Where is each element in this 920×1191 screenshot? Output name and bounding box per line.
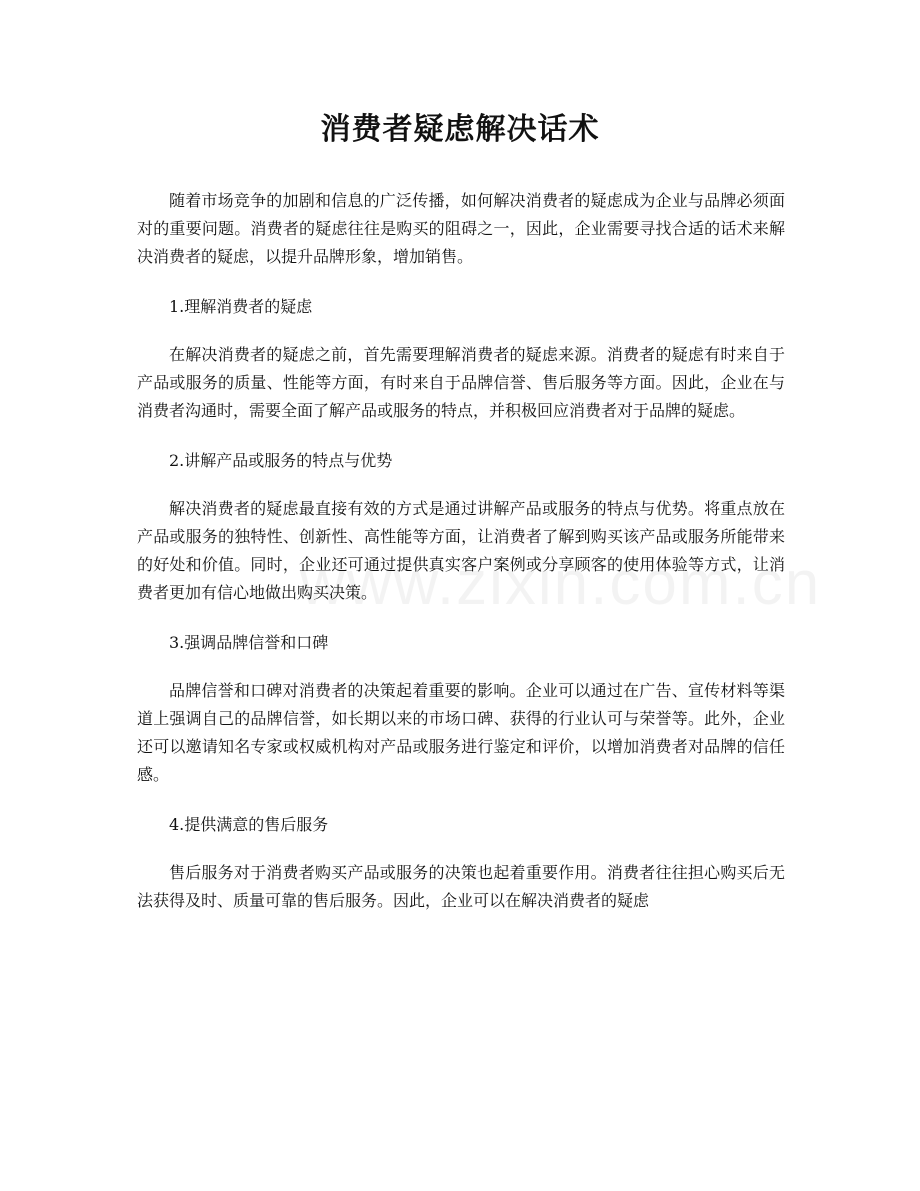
spacer bbox=[137, 475, 785, 495]
section-heading-1: 1.理解消费者的疑虑 bbox=[169, 297, 313, 316]
spacer bbox=[137, 789, 785, 811]
page-title: 消费者疑虑解决话术 bbox=[320, 112, 600, 147]
spacer bbox=[137, 839, 785, 859]
section-body-3: 品牌信誉和口碑对消费者的决策起着重要的影响。企业可以通过在广告、宣传材料等渠道上强调自己的品牌信誉，如长期以来的市场口碑、获得的行业认可与荣誉等。此外，企业还可以邀请知名专家或权威机构对产品或服务进行鉴定和评价，以增加消费者对品牌的信任感。 bbox=[137, 681, 785, 784]
section-body-4: 售后服务对于消费者购买产品或服务的决策也起着重要作用。消费者往往担心购买后无法获得及时、质量可靠的售后服务。因此，企业可以在解决消费者的疑虑 bbox=[137, 863, 785, 910]
document-body bbox=[137, 187, 785, 915]
intro-paragraph: 随着市场竞争的加剧和信息的广泛传播，如何解决消费者的疑虑成为企业与品牌必须面对的重要问题。消费者的疑虑往往是购买的阻碍之一，因此，企业需要寻找合适的话术来解决消费者的疑虑，以提升品牌形象，增加销售。 bbox=[137, 191, 785, 266]
spacer bbox=[137, 425, 785, 447]
section-heading-2: 2.讲解产品或服务的特点与优势 bbox=[169, 451, 393, 470]
spacer bbox=[137, 607, 785, 629]
spacer bbox=[137, 321, 785, 341]
spacer bbox=[137, 657, 785, 677]
section-heading-4: 4.提供满意的售后服务 bbox=[169, 815, 329, 834]
section-heading-3: 3.强调品牌信誉和口碑 bbox=[169, 633, 329, 652]
spacer bbox=[137, 271, 785, 293]
section-body-2: 解决消费者的疑虑最直接有效的方式是通过讲解产品或服务的特点与优势。将重点放在产品或服务的独特性、创新性、高性能等方面，让消费者了解到购买该产品或服务所能带来的好处和价值。同时，企业还可通过提供真实客户案例或分享顾客的使用体验等方式，让消费者更加有信心地做出购买决策。 bbox=[137, 499, 785, 602]
section-body-1: 在解决消费者的疑虑之前，首先需要理解消费者的疑虑来源。消费者的疑虑有时来自于产品或服务的质量、性能等方面，有时来自于品牌信誉、售后服务等方面。因此，企业在与消费者沟通时，需要全面了解产品或服务的特点，并积极回应消费者对于品牌的疑虑。 bbox=[137, 345, 785, 420]
